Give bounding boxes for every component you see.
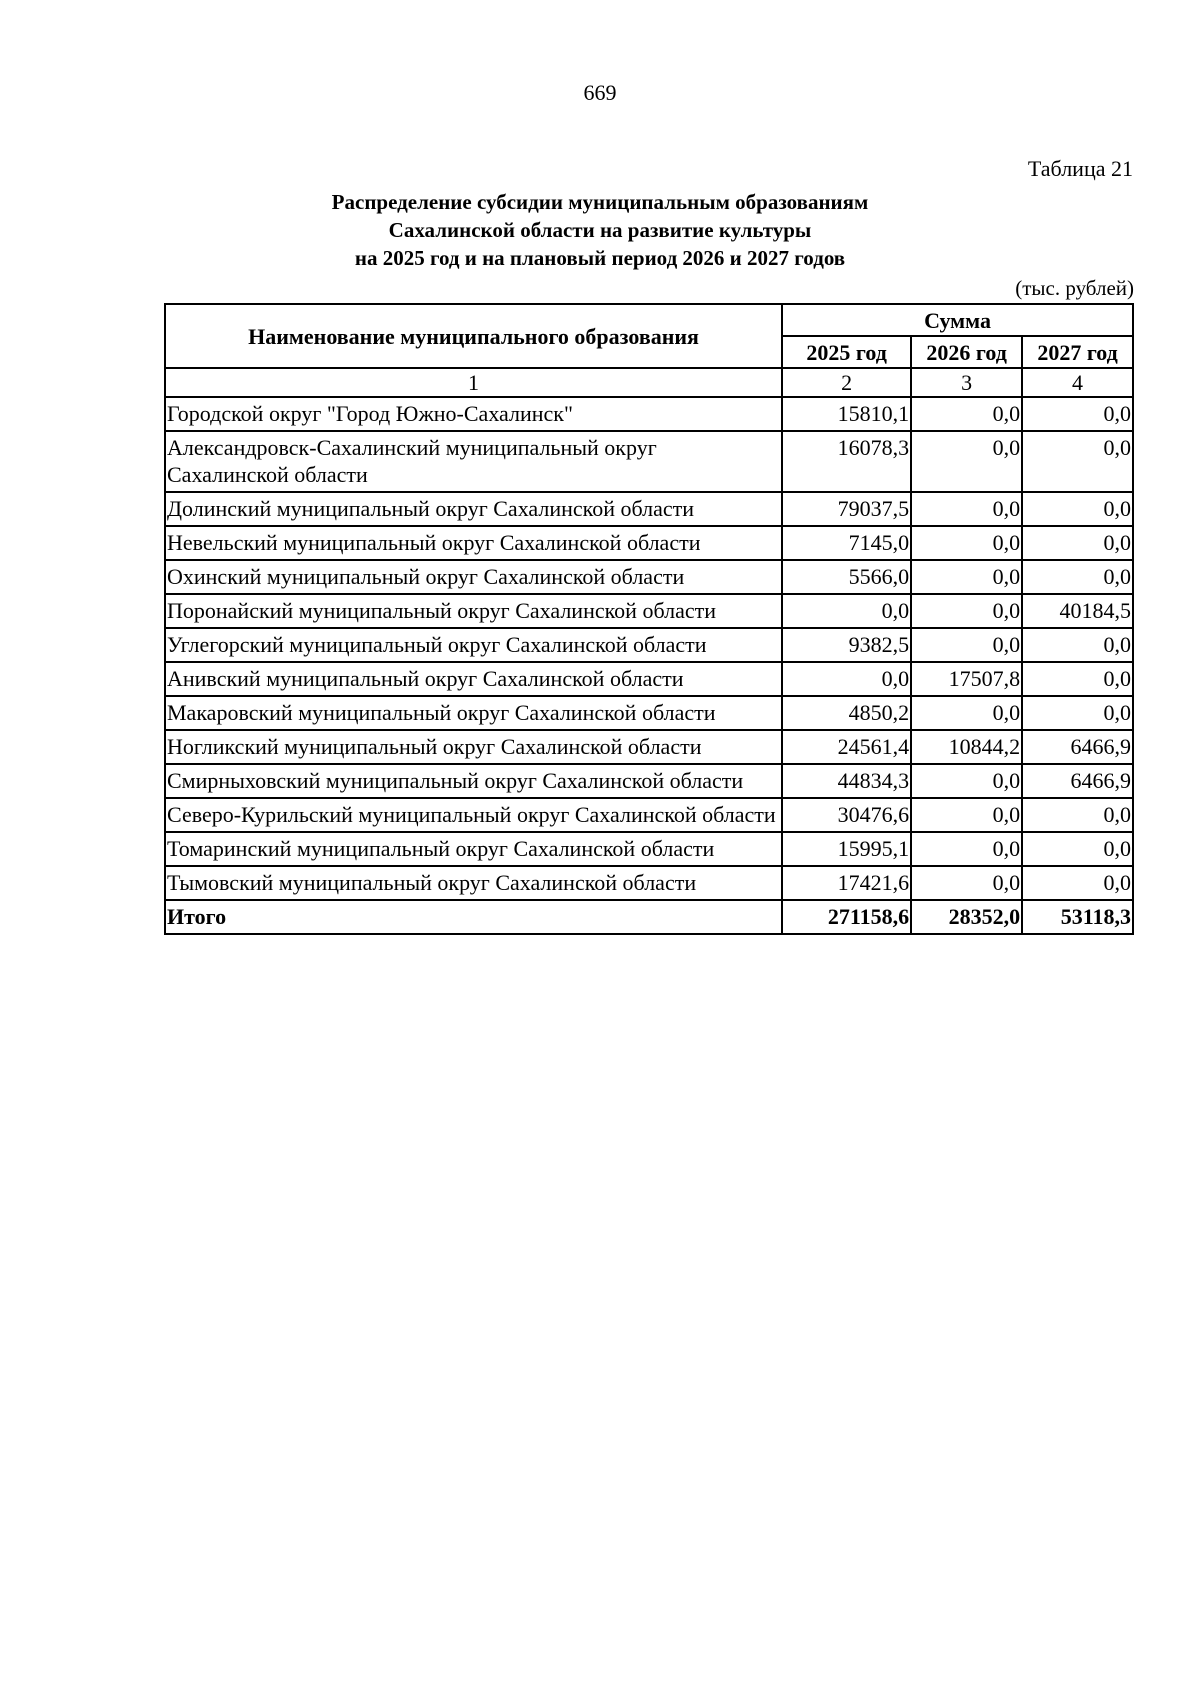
value-2026: 17507,8 bbox=[911, 662, 1022, 696]
table-row bbox=[165, 431, 1133, 492]
title-line-1: Распределение субсидии муниципальным образованиям bbox=[331, 190, 869, 214]
table-title bbox=[0, 188, 1200, 272]
title-line-3: на 2025 год и на плановый период 2026 и 2027 годов bbox=[354, 246, 846, 270]
value-2026: 0,0 bbox=[911, 397, 1022, 431]
value-2027: 0,0 bbox=[1022, 492, 1133, 526]
table-row bbox=[165, 832, 1133, 866]
title-line-2: Сахалинской области на развитие культуры bbox=[388, 218, 812, 242]
table-row bbox=[165, 764, 1133, 798]
total-row bbox=[165, 900, 1133, 934]
value-2025: 4850,2 bbox=[782, 696, 911, 730]
table-row bbox=[165, 492, 1133, 526]
value-2026: 0,0 bbox=[911, 866, 1022, 900]
value-2025: 0,0 bbox=[782, 594, 911, 628]
value-2027: 0,0 bbox=[1022, 560, 1133, 594]
value-2026: 0,0 bbox=[911, 431, 1022, 492]
units-label: (тыс. рублей) bbox=[1015, 276, 1134, 300]
value-2026: 0,0 bbox=[911, 696, 1022, 730]
table-row bbox=[165, 798, 1133, 832]
index-cell: 3 bbox=[911, 368, 1022, 397]
value-2026: 0,0 bbox=[911, 764, 1022, 798]
value-2027: 0,0 bbox=[1022, 832, 1133, 866]
value-2026: 0,0 bbox=[911, 560, 1022, 594]
value-2026: 10844,2 bbox=[911, 730, 1022, 764]
value-2027: 6466,9 bbox=[1022, 730, 1133, 764]
municipality-name: Смирныховский муниципальный округ Сахалинской области bbox=[165, 764, 782, 798]
value-2027: 0,0 bbox=[1022, 662, 1133, 696]
municipality-name: Долинский муниципальный округ Сахалинской области bbox=[165, 492, 782, 526]
value-2025: 79037,5 bbox=[782, 492, 911, 526]
value-2027: 40184,5 bbox=[1022, 594, 1133, 628]
value-2026: 0,0 bbox=[911, 628, 1022, 662]
header-year-2025: 2025 год bbox=[782, 336, 911, 368]
value-2025: 15995,1 bbox=[782, 832, 911, 866]
table-label: Таблица 21 bbox=[1027, 156, 1133, 181]
value-2027: 0,0 bbox=[1022, 397, 1133, 431]
header-name: Наименование муниципального образования bbox=[165, 304, 782, 368]
municipality-name: Невельский муниципальный округ Сахалинской области bbox=[165, 526, 782, 560]
value-2025: 30476,6 bbox=[782, 798, 911, 832]
value-2025: 9382,5 bbox=[782, 628, 911, 662]
municipality-name: Александровск-Сахалинский муниципальный округ Сахалинской области bbox=[165, 431, 782, 492]
value-2025: 15810,1 bbox=[782, 397, 911, 431]
total-2026: 28352,0 bbox=[911, 900, 1022, 934]
value-2026: 0,0 bbox=[911, 798, 1022, 832]
municipality-name: Северо-Курильский муниципальный округ Сахалинской области bbox=[165, 798, 782, 832]
value-2025: 24561,4 bbox=[782, 730, 911, 764]
header-year-2027: 2027 год bbox=[1022, 336, 1133, 368]
table-row bbox=[165, 560, 1133, 594]
header-sum: Сумма bbox=[782, 304, 1133, 336]
index-cell: 1 bbox=[165, 368, 782, 397]
header-row bbox=[165, 304, 1133, 336]
value-2025: 17421,6 bbox=[782, 866, 911, 900]
municipality-name: Тымовский муниципальный округ Сахалинской области bbox=[165, 866, 782, 900]
value-2027: 6466,9 bbox=[1022, 764, 1133, 798]
value-2027: 0,0 bbox=[1022, 431, 1133, 492]
value-2025: 44834,3 bbox=[782, 764, 911, 798]
value-2026: 0,0 bbox=[911, 832, 1022, 866]
page-number: 669 bbox=[583, 80, 617, 105]
table-row bbox=[165, 866, 1133, 900]
total-label: Итого bbox=[165, 900, 782, 934]
value-2026: 0,0 bbox=[911, 492, 1022, 526]
value-2027: 0,0 bbox=[1022, 798, 1133, 832]
value-2025: 16078,3 bbox=[782, 431, 911, 492]
value-2027: 0,0 bbox=[1022, 866, 1133, 900]
municipality-name: Макаровский муниципальный округ Сахалинской области bbox=[165, 696, 782, 730]
table-row bbox=[165, 730, 1133, 764]
value-2025: 5566,0 bbox=[782, 560, 911, 594]
municipality-name: Ногликский муниципальный округ Сахалинской области bbox=[165, 730, 782, 764]
table-row bbox=[165, 662, 1133, 696]
value-2027: 0,0 bbox=[1022, 526, 1133, 560]
value-2027: 0,0 bbox=[1022, 628, 1133, 662]
municipality-name: Охинский муниципальный округ Сахалинской области bbox=[165, 560, 782, 594]
table-row bbox=[165, 594, 1133, 628]
value-2025: 0,0 bbox=[782, 662, 911, 696]
table-row bbox=[165, 526, 1133, 560]
municipality-name: Томаринский муниципальный округ Сахалинской области bbox=[165, 832, 782, 866]
subsidy-table bbox=[164, 303, 1134, 935]
municipality-name: Анивский муниципальный округ Сахалинской области bbox=[165, 662, 782, 696]
index-cell: 2 bbox=[782, 368, 911, 397]
total-2025: 271158,6 bbox=[782, 900, 911, 934]
municipality-name: Городской округ "Город Южно-Сахалинск" bbox=[165, 397, 782, 431]
municipality-name: Углегорский муниципальный округ Сахалинской области bbox=[165, 628, 782, 662]
municipality-name: Поронайский муниципальный округ Сахалинской области bbox=[165, 594, 782, 628]
table-row bbox=[165, 397, 1133, 431]
header-year-2026: 2026 год bbox=[911, 336, 1022, 368]
value-2027: 0,0 bbox=[1022, 696, 1133, 730]
value-2025: 7145,0 bbox=[782, 526, 911, 560]
index-cell: 4 bbox=[1022, 368, 1133, 397]
index-row bbox=[165, 368, 1133, 397]
table-row bbox=[165, 696, 1133, 730]
value-2026: 0,0 bbox=[911, 594, 1022, 628]
total-2027: 53118,3 bbox=[1022, 900, 1133, 934]
table-body bbox=[165, 397, 1133, 934]
table-row bbox=[165, 628, 1133, 662]
value-2026: 0,0 bbox=[911, 526, 1022, 560]
